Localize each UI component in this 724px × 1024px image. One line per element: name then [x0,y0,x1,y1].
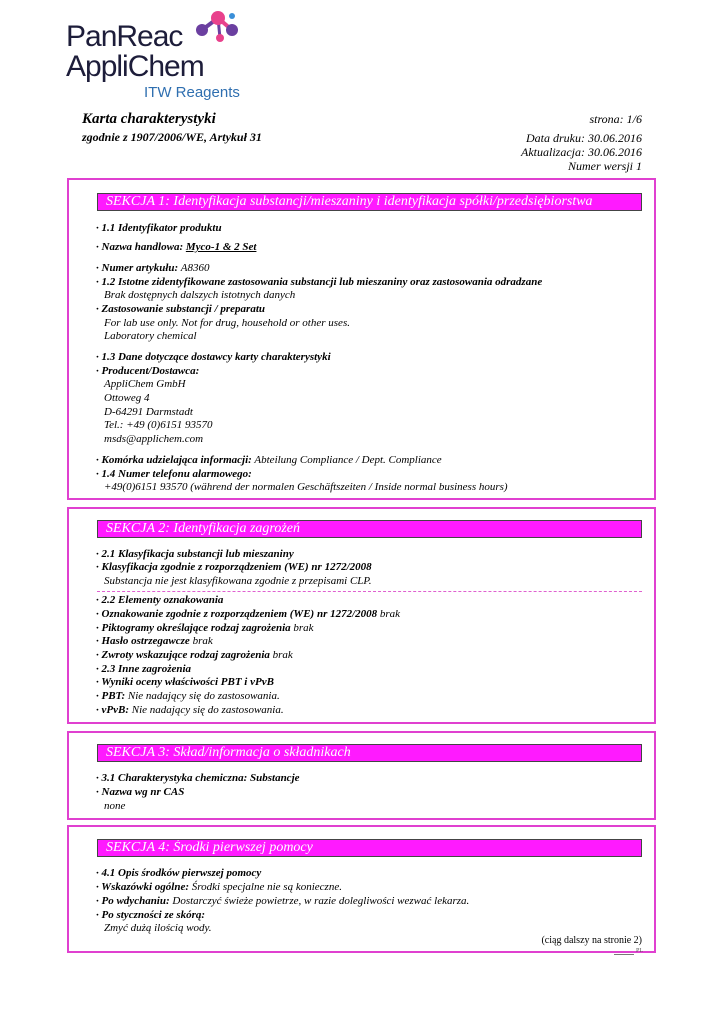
s1-info-unit [96,454,442,467]
version-number: Numer wersji 1 [567,159,642,173]
section-3 [67,731,656,820]
section-3-title: SEKCJA 3: Skład/informacja o składnikach [97,744,642,762]
s1-article-number-label: · Numer artykułu: [96,262,179,274]
s2-signal-word-label: · Hasło ostrzegawcze [96,635,190,647]
s1-application-text-2: Laboratory chemical [104,330,197,342]
s4-skin-text: Zmyć dużą ilością wody. [104,922,212,934]
continued-note: (ciąg dalszy na stronie 2) [541,935,642,946]
s2-pbt-label: · PBT: [96,690,126,702]
language-code: PL [636,948,644,954]
s2-label-elements: · 2.2 Elementy oznakowania [96,594,224,606]
s2-hazard-statements-value: brak [272,649,293,661]
s1-trade-name-value: Myco-1 & 2 Set [185,241,257,253]
s4-inhalation [96,895,469,908]
s1-company-name: AppliChem GmbH [104,378,186,390]
s2-signal-word-value: brak [192,635,213,647]
s2-pbt-value: Nie nadający się do zastosowania. [127,690,280,702]
s1-trade-name-label: · Nazwa handlowa: [96,241,184,253]
section-2-title: SEKCJA 2: Identyfikacja zagrożeń [97,520,642,538]
s2-signal-word [96,635,213,648]
s2-labelling-label: · Oznakowanie zgodnie z rozporządzeniem (WE) nr 1272/2008 [96,608,378,620]
s2-classification-reg: · Klasyfikacja zgodnie z rozporządzeniem (WE) nr 1272/2008 [96,561,372,573]
s1-product-identifier: · 1.1 Identyfikator produktu [96,222,222,234]
s4-general-label: · Wskazówki ogólne: [96,881,190,893]
s1-article-number-value: A8360 [180,262,210,274]
s2-hazard-statements [96,649,293,662]
s1-city: D-64291 Darmstadt [104,406,193,418]
s2-pictograms-label: · Piktogramy określające rodzaj zagrożenia [96,622,291,634]
s2-pictograms-value: brak [293,622,314,634]
s3-cas-value: none [104,800,126,812]
s3-cas-name: · Nazwa wg nr CAS [96,786,185,798]
s1-info-unit-label: · Komórka udzielająca informacji: [96,454,252,466]
s1-emergency-phone: +49(0)6151 93570 (während der normalen Geschäftszeiten / Inside normal business hours) [104,481,508,493]
section-4-title: SEKCJA 4: Środki pierwszej pomocy [97,839,642,857]
s1-uses-text: Brak dostępnych dalszych istotnych danych [104,289,296,301]
update-date: Aktualizacja: 30.06.2016 [521,145,642,159]
s2-classification-heading: · 2.1 Klasyfikacja substancji lub mieszaniny [96,548,294,560]
section-1 [67,178,656,500]
molecule-logo-icon [190,8,242,44]
s2-vpvb-label: · vPvB: [96,704,129,716]
s4-inhalation-label: · Po wdychaniu: [96,895,170,907]
s1-supplier-heading: · 1.3 Dane dotyczące dostawcy karty charakterystyki [96,351,331,363]
s2-other-hazards: · 2.3 Inne zagrożenia [96,663,192,675]
s3-chem-characterization: · 3.1 Charakterystyka chemiczna: Substancje [96,772,300,784]
print-date: Data druku: 30.06.2016 [526,131,642,145]
logo-text-applichem: AppliChem [66,50,204,83]
s1-application-heading: · Zastosowanie substancji / preparatu [96,303,266,315]
section-2 [67,507,656,724]
document-subtitle: zgodnie z 1907/2006/WE, Artykuł 31 [82,130,262,144]
s4-inhalation-value: Dostarczyć świeże powietrze, w razie dolegliwości wezwać lekarza. [172,895,470,907]
s2-labelling [96,608,400,621]
s1-uses-heading: · 1.2 Istotne zidentyfikowane zastosowania substancji lub mieszaniny oraz zastosowania odradzane [96,276,543,288]
s4-general [96,881,342,894]
document-title: Karta charakterystyki [82,111,216,127]
s1-info-unit-value: Abteilung Compliance / Dept. Compliance [254,454,442,466]
company-logo [66,8,246,104]
section-4 [67,825,656,953]
s4-skin-heading: · Po styczności ze skórą: [96,909,206,921]
s2-divider [97,591,642,592]
s2-classification-text: Substancja nie jest klasyfikowana zgodnie z przepisami CLP. [104,575,372,587]
s2-pictograms [96,622,314,635]
s4-measures-heading: · 4.1 Opis środków pierwszej pomocy [96,867,262,879]
s1-street: Ottoweg 4 [104,392,150,404]
s2-pbt-heading: · Wyniki oceny właściwości PBT i vPvB [96,676,274,688]
s1-emergency-heading: · 1.4 Numer telefonu alarmowego: [96,468,252,480]
s4-general-value: Środki specjalne nie są konieczne. [191,881,342,893]
section-1-title: SEKCJA 1: Identyfikacja substancji/mieszaniny i identyfikacja spółki/przedsiębiorstwa [97,193,642,211]
footer-rule [614,954,634,955]
s1-article-number [96,262,210,275]
s1-producer-label: · Producent/Dostawca: [96,365,200,377]
s2-hazard-statements-label: · Zwroty wskazujące rodzaj zagrożenia [96,649,270,661]
s2-pbt [96,690,280,703]
s2-labelling-value: brak [379,608,401,620]
page-number: strona: 1/6 [589,112,642,126]
logo-text-panreac: PanReac [66,20,183,53]
s2-vpvb-value: Nie nadający się do zastosowania. [131,704,284,716]
s1-application-text-1: For lab use only. Not for drug, household or other uses. [104,317,350,329]
s1-phone: Tel.: +49 (0)6151 93570 [104,419,213,431]
s2-vpvb [96,704,284,717]
s1-email: msds@applichem.com [104,433,204,445]
logo-text-itw: ITW Reagents [144,84,240,101]
s1-trade-name [96,241,256,254]
